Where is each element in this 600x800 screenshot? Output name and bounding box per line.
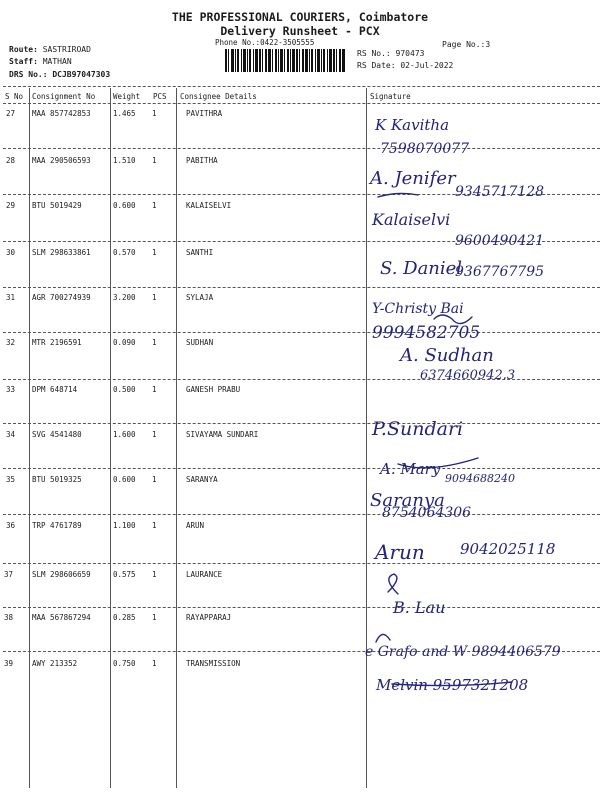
pieces-count: 1: [152, 475, 157, 484]
serial-number: 32: [6, 338, 16, 347]
consignment-number: AWY 213352: [32, 659, 78, 668]
signature-strokes: [368, 104, 600, 784]
weight-value: 0.750: [113, 659, 136, 668]
weight-value: 0.285: [113, 613, 136, 622]
pieces-count: 1: [152, 613, 157, 622]
consignee-name: GANESH PRABU: [186, 385, 241, 394]
consignee-name: ARUN: [186, 521, 205, 530]
drs-value: DCJB97047303: [52, 70, 111, 79]
signature-phone: Melvin 9597321208: [376, 676, 529, 694]
company-title: THE PROFESSIONAL COURIERS, Coimbatore: [171, 10, 429, 24]
signature-name: e Grafo and W 9894406579: [365, 644, 561, 660]
consignee-name: PAVITHRA: [186, 109, 223, 118]
rs-number: [357, 49, 424, 58]
pieces-count: 1: [152, 156, 157, 165]
weight-value: 1.100: [113, 521, 136, 530]
consignee-name: SANTHI: [186, 248, 214, 257]
consignment-number: MAA 857742853: [32, 109, 91, 118]
consignee-name: KALAISELVI: [186, 201, 232, 210]
rs-date-value: 02-Jul-2022: [400, 61, 454, 70]
consignee-name: SARANYA: [186, 475, 218, 484]
rs-date: [357, 61, 453, 70]
serial-number: 35: [6, 475, 16, 484]
page-number: Page No.:3: [442, 40, 491, 49]
consignee-name: TRANSMISSION: [186, 659, 241, 668]
column-header-pcs: PCS: [153, 92, 167, 101]
drs-info: [9, 70, 110, 79]
pieces-count: 1: [152, 109, 157, 118]
pieces-count: 1: [152, 430, 157, 439]
signature-phone: 9994582705: [372, 323, 481, 343]
column-header-weight: Weight: [113, 92, 141, 101]
signature-name: Arun: [375, 540, 425, 564]
consignment-number: BTU 5019325: [32, 475, 82, 484]
signature-phone: 7598070077: [380, 141, 470, 157]
weight-value: 0.500: [113, 385, 136, 394]
signature-phone: 9094688240: [445, 472, 515, 485]
signature-phone: 9345717128: [455, 184, 545, 200]
signature-phone: 9042025118: [460, 540, 556, 558]
signature-phone: 8754064306: [382, 505, 472, 521]
staff-label: Staff:: [9, 57, 38, 66]
serial-number: 27: [6, 109, 16, 118]
column-divider: [29, 88, 30, 788]
weight-value: 0.570: [113, 248, 136, 257]
serial-number: 34: [6, 430, 16, 439]
signature-name: A. Mary: [380, 460, 441, 478]
signature-phone: 9600490421: [455, 233, 545, 249]
weight-value: 3.200: [113, 293, 136, 302]
column-header-consignee: Consignee Details: [180, 92, 257, 101]
staff-info: [9, 57, 72, 66]
pieces-count: 1: [152, 385, 157, 394]
column-divider: [110, 88, 111, 788]
document-title: Delivery Runsheet - PCX: [220, 24, 380, 38]
signature-name: Kalaiselvi: [372, 210, 451, 229]
consignee-name: SYLAJA: [186, 293, 214, 302]
weight-value: 0.090: [113, 338, 136, 347]
consignee-name: RAYAPPARAJ: [186, 613, 232, 622]
column-header-consignment: Consignment No: [32, 92, 96, 101]
serial-number: 31: [6, 293, 16, 302]
consignee-name: LAURANCE: [186, 570, 223, 579]
route-value: SASTRIROAD: [42, 45, 91, 54]
signature-name: A. Jenifer: [370, 168, 456, 189]
serial-number: 37: [4, 570, 14, 579]
pieces-count: 1: [152, 521, 157, 530]
column-divider: [176, 88, 177, 788]
serial-number: 36: [6, 521, 16, 530]
weight-value: 1.465: [113, 109, 136, 118]
signature-name: Saranya: [370, 490, 445, 511]
serial-number: 39: [4, 659, 14, 668]
serial-number: 30: [6, 248, 16, 257]
column-divider: [366, 88, 367, 788]
rs-no-label: RS No.:: [357, 49, 391, 58]
drs-label: DRS No.:: [9, 70, 48, 79]
phone-number: Phone No.:0422-3505555: [215, 38, 315, 47]
serial-number: 38: [4, 613, 14, 622]
consignment-number: SLM 298633861: [32, 248, 91, 257]
weight-value: 1.510: [113, 156, 136, 165]
rs-no-value: 970473: [395, 49, 425, 58]
pieces-count: 1: [152, 248, 157, 257]
consignment-number: TRP 4761789: [32, 521, 82, 530]
weight-value: 0.575: [113, 570, 136, 579]
table-top-rule: [3, 86, 600, 87]
serial-number: 33: [6, 385, 16, 394]
consignment-number: MAA 290506593: [32, 156, 91, 165]
column-header-signature: Signature: [370, 92, 411, 101]
consignment-number: MTR 2196591: [32, 338, 82, 347]
barcode-icon: [225, 49, 345, 72]
signature-name: S. Daniel: [380, 258, 463, 279]
serial-number: 28: [6, 156, 16, 165]
staff-value: MATHAN: [42, 57, 72, 66]
serial-number: 29: [6, 201, 16, 210]
pieces-count: 1: [152, 201, 157, 210]
pieces-count: 1: [152, 659, 157, 668]
consignment-number: BTU 5019429: [32, 201, 82, 210]
consignee-name: SIVAYAMA SUNDARI: [186, 430, 259, 439]
weight-value: 1.600: [113, 430, 136, 439]
consignment-number: MAA 567867294: [32, 613, 91, 622]
consignee-name: PABITHA: [186, 156, 218, 165]
pieces-count: 1: [152, 570, 157, 579]
route-info: [9, 45, 91, 54]
consignment-number: SVG 4541480: [32, 430, 82, 439]
signature-phone: 9367767795: [455, 264, 545, 280]
pieces-count: 1: [152, 293, 157, 302]
signature-name: P.Sundari: [372, 418, 464, 440]
consignment-number: SLM 298606659: [32, 570, 91, 579]
signature-name: Y-Christy Bai: [372, 301, 464, 317]
signature-name: B. Lau: [393, 598, 446, 617]
route-label: Route:: [9, 45, 38, 54]
consignment-number: DPM 648714: [32, 385, 78, 394]
weight-value: 0.600: [113, 475, 136, 484]
consignment-number: AGR 700274939: [32, 293, 91, 302]
rs-date-label: RS Date:: [357, 61, 396, 70]
pieces-count: 1: [152, 338, 157, 347]
signature-name: K Kavitha: [375, 116, 450, 134]
consignee-name: SUDHAN: [186, 338, 214, 347]
column-header-sno: S No: [5, 92, 24, 101]
weight-value: 0.600: [113, 201, 136, 210]
signature-phone: 6374660942.3: [420, 368, 516, 383]
signature-name: A. Sudhan: [400, 345, 494, 366]
